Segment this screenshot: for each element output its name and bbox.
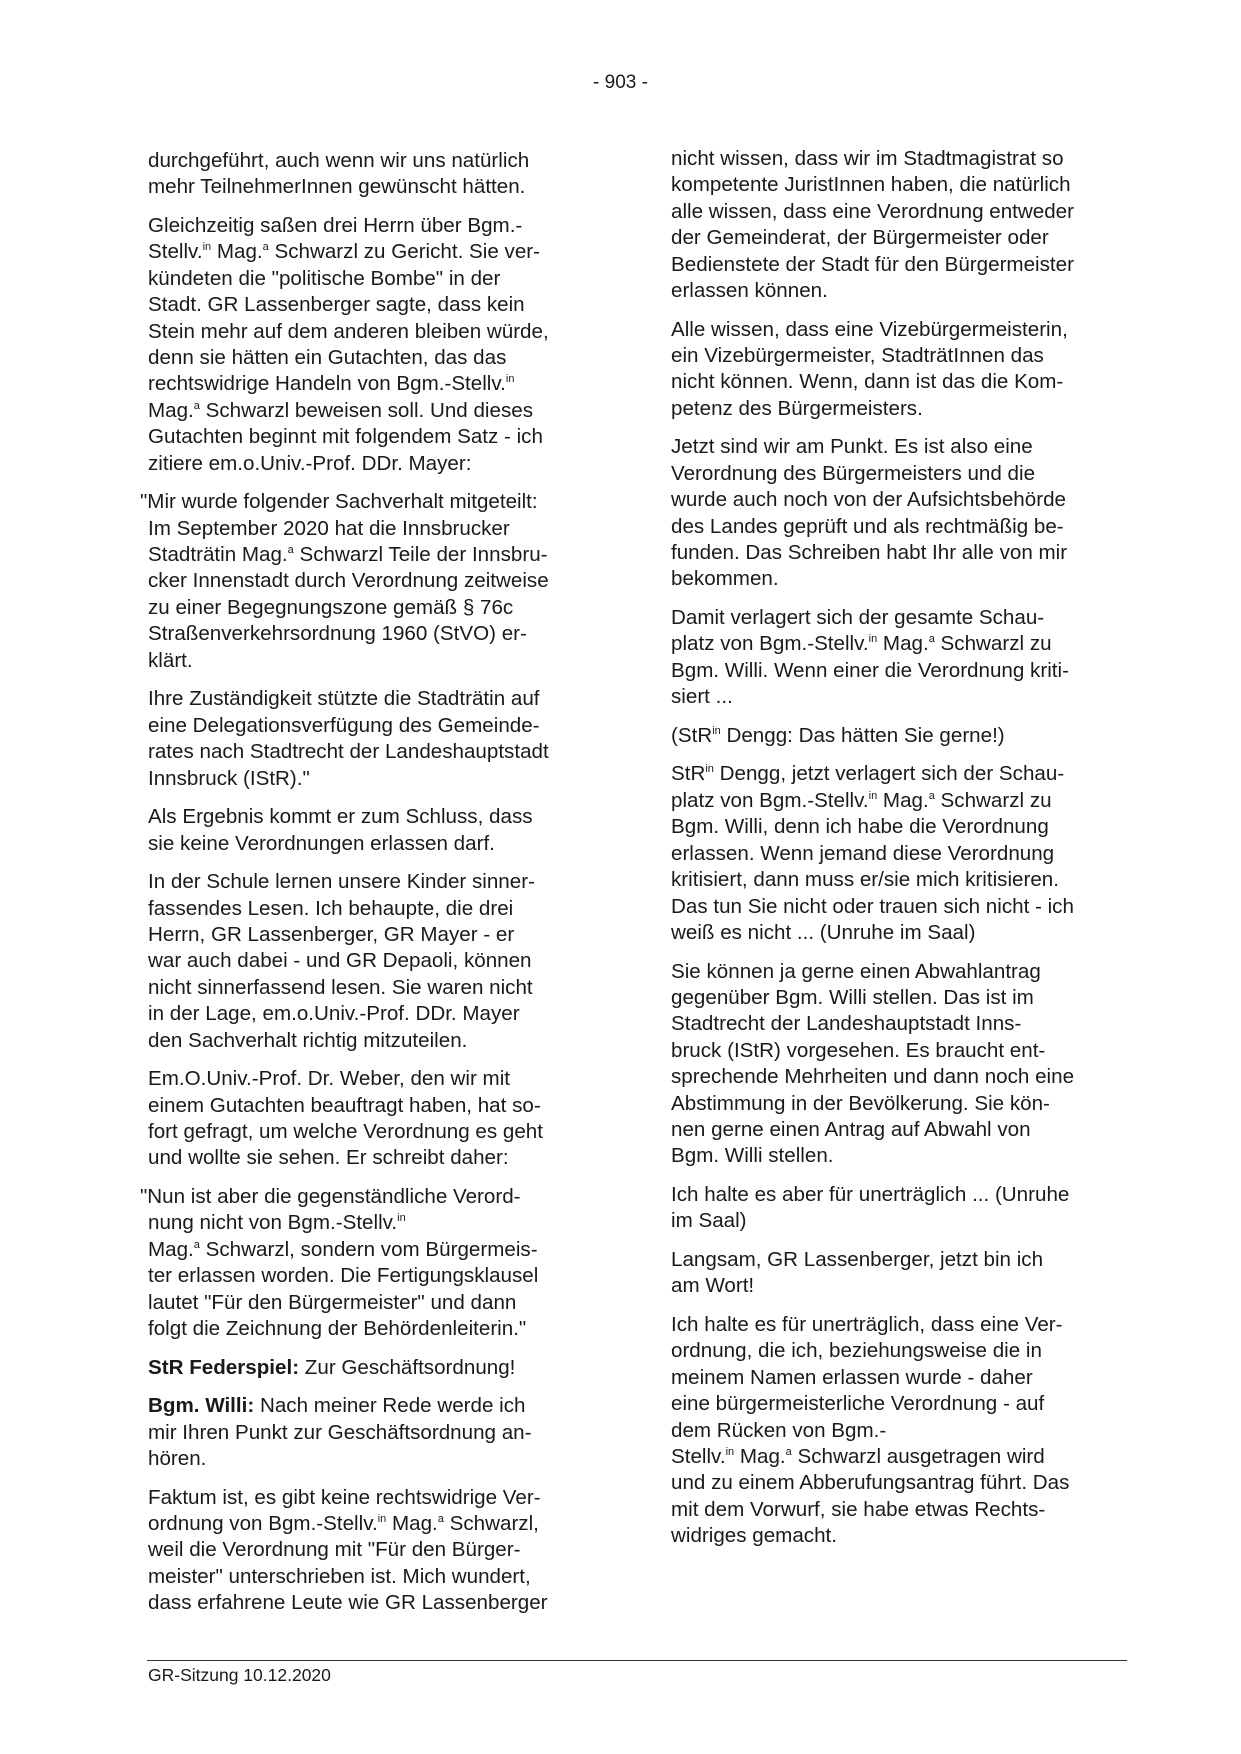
text-line: nicht sinnerfassend lesen. Sie waren nicht bbox=[148, 975, 533, 999]
text-line: meinem Namen erlassen wurde - daher bbox=[671, 1365, 1033, 1389]
footer-session-label: GR-Sitzung 10.12.2020 bbox=[148, 1665, 331, 1685]
text-line: Stellv.$^{in}$ Mag.$^a$ Schwarzl ausgetragen wird bbox=[671, 1444, 1045, 1468]
paragraph bbox=[671, 146, 1127, 304]
text-line: sprechende Mehrheiten und dann noch eine bbox=[671, 1065, 1075, 1089]
text-line: Verordnung des Bürgermeisters und die bbox=[671, 461, 1036, 485]
text-line: Ich halte es für unerträglich, dass eine Ver- bbox=[671, 1312, 1063, 1336]
text-line: kritisiert, dann muss er/sie mich kritisieren. bbox=[671, 868, 1059, 892]
text-line: weil die Verordnung mit "Für den Bürger- bbox=[148, 1538, 521, 1562]
text-line: ordnung, die ich, beziehungsweise die in bbox=[671, 1339, 1042, 1363]
text-line: mit dem Vorwurf, sie habe etwas Rechts- bbox=[671, 1497, 1046, 1521]
text-line: cker Innenstadt durch Verordnung zeitweise bbox=[148, 569, 549, 593]
text-line: der Gemeinderat, der Bürgermeister oder bbox=[671, 226, 1049, 250]
text-line: fort gefragt, um welche Verordnung es geht bbox=[148, 1119, 543, 1143]
text-line: siert ... bbox=[671, 685, 733, 709]
text-line: nen gerne einen Antrag auf Abwahl von bbox=[671, 1117, 1031, 1141]
paragraph bbox=[671, 723, 1127, 749]
text-line: wurde auch noch von der Aufsichtsbehörde bbox=[671, 488, 1066, 512]
text-line: kompetente JuristInnen haben, die natürlich bbox=[671, 173, 1071, 197]
text-line: alle wissen, dass eine Verordnung entweder bbox=[671, 199, 1074, 223]
paragraph bbox=[148, 869, 596, 1054]
text-line: Em.O.Univ.-Prof. Dr. Weber, den wir mit bbox=[148, 1067, 510, 1091]
quote-paragraph bbox=[140, 489, 596, 674]
text-line: dem Rücken von Bgm.- bbox=[671, 1418, 887, 1442]
text-line: und wollte sie sehen. Er schreibt daher: bbox=[148, 1146, 509, 1170]
paragraph bbox=[671, 1247, 1127, 1300]
text-line: Bedienstete der Stadt für den Bürgermeister bbox=[671, 252, 1074, 276]
footer-divider bbox=[147, 1660, 1127, 1661]
text-line: Bgm. Willi stellen. bbox=[671, 1144, 834, 1168]
text-line: funden. Das Schreiben habt Ihr alle von mir bbox=[671, 541, 1068, 565]
text-line: Als Ergebnis kommt er zum Schluss, dass bbox=[148, 805, 533, 829]
speaker-paragraph bbox=[148, 1355, 596, 1381]
text-line: zu einer Begegnungszone gemäß § 76c bbox=[148, 595, 514, 619]
text-line: des Landes geprüft und als rechtmäßig be- bbox=[671, 514, 1064, 538]
text-line: Herrn, GR Lassenberger, GR Mayer - er bbox=[148, 922, 515, 946]
text-line: rechtswidrige Handeln von Bgm.-Stellv.$^{in}$ bbox=[148, 372, 515, 396]
left-column bbox=[140, 148, 596, 1629]
text-line: folgt die Zeichnung der Behördenleiterin." bbox=[148, 1316, 527, 1340]
text-line: war auch dabei - und GR Depaoli, können bbox=[148, 949, 532, 973]
text-line: mir Ihren Punkt zur Geschäftsordnung an- bbox=[148, 1420, 532, 1444]
text-line: nung nicht von Bgm.-Stellv.$^{in}$ bbox=[148, 1211, 406, 1235]
paragraph bbox=[148, 1066, 596, 1172]
text-line: widriges gemacht. bbox=[671, 1524, 837, 1548]
text-line: mehr TeilnehmerInnen gewünscht hätten. bbox=[148, 175, 526, 199]
text-line: meister" unterschrieben ist. Mich wundert, bbox=[148, 1564, 531, 1588]
paragraph bbox=[671, 1312, 1127, 1550]
paragraph bbox=[148, 686, 596, 792]
text-line: rates nach Stadtrecht der Landeshauptstadt bbox=[148, 740, 549, 764]
speaker-name: Bgm. Willi: bbox=[148, 1394, 255, 1418]
text-line: hören. bbox=[148, 1446, 207, 1470]
text-line: den Sachverhalt richtig mitzuteilen. bbox=[148, 1028, 468, 1052]
text-line: Mag.$^a$ Schwarzl, sondern vom Bürgermeis- bbox=[148, 1237, 538, 1261]
speaker-paragraph bbox=[148, 1393, 596, 1472]
text-line: am Wort! bbox=[671, 1274, 755, 1298]
text-line: Damit verlagert sich der gesamte Schau- bbox=[671, 606, 1045, 630]
text-line: lautet "Für den Bürgermeister" und dann bbox=[148, 1290, 517, 1314]
text-line: Stein mehr auf dem anderen bleiben würde, bbox=[148, 319, 549, 343]
text-line: kündeten die "politische Bombe" in der bbox=[148, 266, 501, 290]
text-line: nicht wissen, dass wir im Stadtmagistrat so bbox=[671, 147, 1064, 170]
text-line: Im September 2020 hat die Innsbrucker bbox=[148, 516, 510, 540]
paragraph bbox=[671, 1182, 1127, 1235]
text-line: im Saal) bbox=[671, 1209, 747, 1233]
text-line: Innsbruck (IStR)." bbox=[148, 766, 310, 790]
text-line: einem Gutachten beauftragt haben, hat so- bbox=[148, 1093, 541, 1117]
text-line: Abstimmung in der Bevölkerung. Sie kön- bbox=[671, 1091, 1050, 1115]
text-line: bekommen. bbox=[671, 567, 779, 591]
text-line: In der Schule lernen unsere Kinder sinner- bbox=[148, 870, 535, 894]
text-line: StR Federspiel: Zur Geschäftsordnung! bbox=[148, 1355, 516, 1379]
text-line: Bgm. Willi, denn ich habe die Verordnung bbox=[671, 815, 1049, 839]
text-line: sie keine Verordnungen erlassen darf. bbox=[148, 831, 495, 855]
text-line: in der Lage, em.o.Univ.-Prof. DDr. Mayer bbox=[148, 1002, 520, 1026]
right-column bbox=[671, 146, 1127, 1562]
paragraph bbox=[148, 148, 596, 201]
text-line: nicht können. Wenn, dann ist das die Kom- bbox=[671, 370, 1064, 394]
text-line: Stadtrecht der Landeshauptstadt Inns- bbox=[671, 1012, 1022, 1036]
text-line: ter erlassen worden. Die Fertigungsklausel bbox=[148, 1264, 539, 1288]
text-line: Das tun Sie nicht oder trauen sich nicht - ich bbox=[671, 894, 1074, 918]
text-line: Mag.$^a$ Schwarzl beweisen soll. Und dieses bbox=[148, 398, 534, 422]
text-line: gegenüber Bgm. Willi stellen. Das ist im bbox=[671, 985, 1034, 1009]
text-line: StR$^{in}$ Dengg, jetzt verlagert sich der Schau- bbox=[671, 762, 1065, 786]
text-line: Stadt. GR Lassenberger sagte, dass kein bbox=[148, 293, 525, 317]
text-line: Stadträtin Mag.$^a$ Schwarzl Teile der Innsbru- bbox=[148, 543, 548, 567]
quote-paragraph bbox=[140, 1184, 596, 1342]
text-line: platz von Bgm.-Stellv.$^{in}$ Mag.$^a$ Schwarzl zu bbox=[671, 788, 1052, 812]
text-line: erlassen können. bbox=[671, 279, 828, 303]
text-line: dass erfahrene Leute wie GR Lassenberger bbox=[148, 1591, 548, 1615]
text-line: weiß es nicht ... (Unruhe im Saal) bbox=[671, 920, 976, 944]
text-line: Ihre Zuständigkeit stützte die Stadträtin auf bbox=[148, 687, 540, 711]
paragraph bbox=[148, 213, 596, 477]
text-line: ein Vizebürgermeister, StadträtInnen das bbox=[671, 344, 1044, 368]
text-line: "Nun ist aber die gegenständliche Verord- bbox=[140, 1184, 521, 1208]
text-line: Alle wissen, dass eine Vizebürgermeisterin, bbox=[671, 317, 1068, 341]
paragraph bbox=[148, 1485, 596, 1617]
text-line: Bgm. Willi. Wenn einer die Verordnung kriti- bbox=[671, 658, 1069, 682]
text-line: (StR$^{in}$ Dengg: Das hätten Sie gerne!) bbox=[671, 723, 1005, 747]
text-line: ordnung von Bgm.-Stellv.$^{in}$ Mag.$^a$ Schwarzl, bbox=[148, 1511, 539, 1535]
paragraph bbox=[671, 317, 1127, 423]
text-line: eine Delegationsverfügung des Gemeinde- bbox=[148, 713, 540, 737]
paragraph bbox=[671, 605, 1127, 711]
text-line: Faktum ist, es gibt keine rechtswidrige Ver- bbox=[148, 1485, 541, 1509]
page-number: - 903 - bbox=[593, 72, 648, 93]
text-line: petenz des Bürgermeisters. bbox=[671, 396, 923, 420]
text-line: Gutachten beginnt mit folgendem Satz - ich bbox=[148, 425, 543, 449]
text-line: Langsam, GR Lassenberger, jetzt bin ich bbox=[671, 1247, 1044, 1271]
text-line: klärt. bbox=[148, 648, 193, 672]
text-line: Straßenverkehrsordnung 1960 (StVO) er- bbox=[148, 622, 527, 646]
paragraph bbox=[671, 761, 1127, 946]
text-line: platz von Bgm.-Stellv.$^{in}$ Mag.$^a$ Schwarzl zu bbox=[671, 632, 1052, 656]
paragraph bbox=[671, 959, 1127, 1170]
text-line: Stellv.$^{in}$ Mag.$^a$ Schwarzl zu Gericht. Sie ver- bbox=[148, 240, 540, 264]
text-line: "Mir wurde folgender Sachverhalt mitgeteilt: bbox=[140, 490, 538, 514]
text-line: durchgeführt, auch wenn wir uns natürlich bbox=[148, 149, 530, 172]
text-line: erlassen. Wenn jemand diese Verordnung bbox=[671, 841, 1055, 865]
text-line: fassendes Lesen. Ich behaupte, die drei bbox=[148, 896, 514, 920]
text-line: zitiere em.o.Univ.-Prof. DDr. Mayer: bbox=[148, 451, 472, 475]
text-line: denn sie hätten ein Gutachten, das das bbox=[148, 346, 507, 370]
text-line: Gleichzeitig saßen drei Herrn über Bgm.- bbox=[148, 214, 523, 237]
text-line: Jetzt sind wir am Punkt. Es ist also eine bbox=[671, 435, 1033, 459]
text-line: und zu einem Abberufungsantrag führt. Das bbox=[671, 1471, 1070, 1495]
text-line: Ich halte es aber für unerträglich ... (Unruhe bbox=[671, 1182, 1070, 1206]
paragraph bbox=[148, 804, 596, 857]
text-line: bruck (IStR) vorgesehen. Es braucht ent- bbox=[671, 1038, 1046, 1062]
paragraph bbox=[671, 434, 1127, 592]
text-line: eine bürgermeisterliche Verordnung - auf bbox=[671, 1392, 1045, 1416]
text-line: Sie können ja gerne einen Abwahlantrag bbox=[671, 959, 1041, 983]
text-line: Bgm. Willi: Nach meiner Rede werde ich bbox=[148, 1394, 526, 1418]
speaker-name: StR Federspiel: bbox=[148, 1355, 300, 1379]
